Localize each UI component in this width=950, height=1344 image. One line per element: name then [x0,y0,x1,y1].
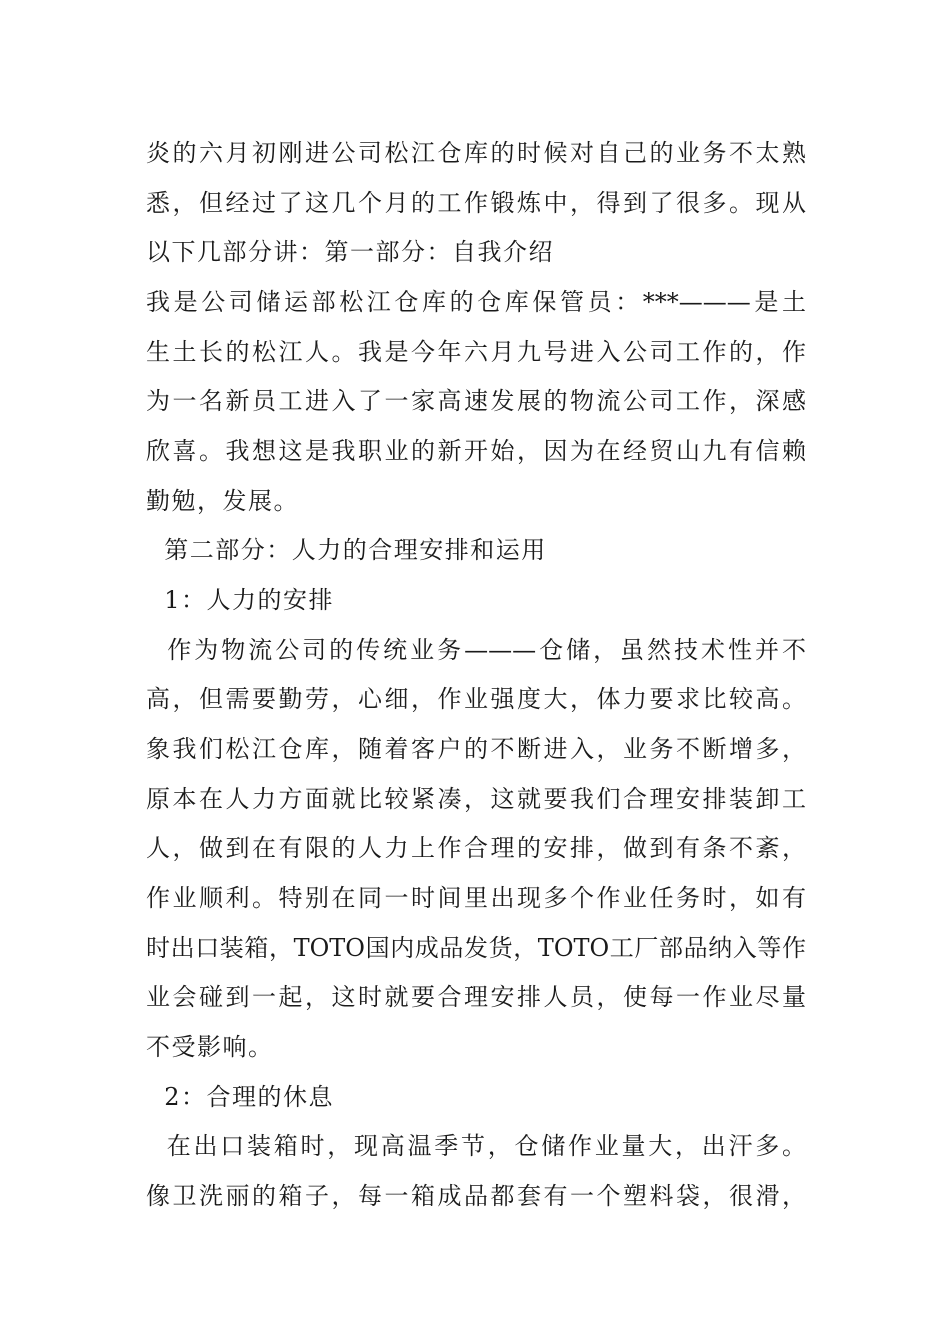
text-line: 业会碰到一起，这时就要合理安排人员，使每一作业尽量 [146,983,806,1011]
text-line: 人，做到在有限的人力上作合理的安排，做到有条不紊， [146,834,806,862]
text-line: 不受影响。 [146,1033,274,1061]
text-line: 高，但需要勤劳，心细，作业强度大，体力要求比较高。 [146,685,806,713]
text-line: 作为物流公司的传统业务———仓储，虽然技术性并不 [146,636,806,664]
text-line: 作业顺利。特别在同一时间里出现多个作业任务时，如有 [146,884,806,912]
subsection-heading: 2：合理的休息 [146,1083,335,1111]
text-line: 欣喜。我想这是我职业的新开始，因为在经贸山九有信赖 [146,437,806,465]
text-line: 像卫洗丽的箱子，每一箱成品都套有一个塑料袋，很滑， [146,1182,806,1210]
text-line: 悉，但经过了这几个月的工作锻炼中，得到了很多。现从 [146,189,806,217]
text-line: 我是公司储运部松江仓库的仓库保管员：***———是土 [146,288,806,316]
text-line: 象我们松江仓库，随着客户的不断进入，业务不断增多， [146,735,806,763]
text-line: 时出口装箱，TOTO国内成品发货，TOTO工厂部品纳入等作 [146,934,806,962]
text-line: 炎的六月初刚进公司松江仓库的时候对自己的业务不太熟 [146,139,806,167]
section-heading: 第二部分：人力的合理安排和运用 [146,536,547,564]
text-line: 生土长的松江人。我是今年六月九号进入公司工作的，作 [146,338,806,366]
text-line: 原本在人力方面就比较紧凑，这就要我们合理安排装卸工 [146,785,806,813]
text-line: 为一名新员工进入了一家高速发展的物流公司工作，深感 [146,387,806,415]
text-line: 在出口装箱时，现高温季节，仓储作业量大，出汗多。 [146,1132,806,1160]
subsection-heading: 1：人力的安排 [146,586,335,614]
text-line: 以下几部分讲：第一部分：自我介绍 [146,238,554,266]
text-line: 勤勉，发展。 [146,487,299,515]
